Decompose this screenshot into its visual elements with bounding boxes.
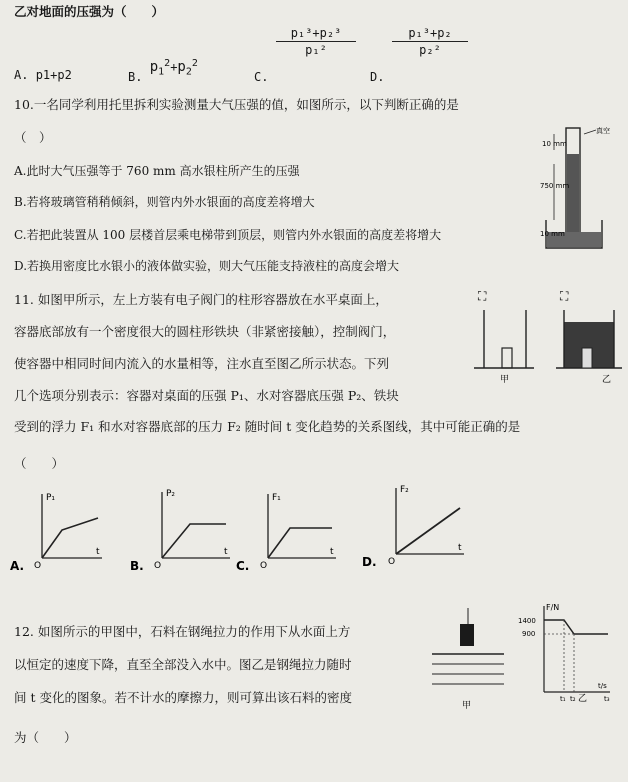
- valve-icon: ⛶: [478, 289, 487, 303]
- curve: [396, 508, 460, 554]
- q11-line-1: 11. 如图甲所示，左上方装有电子阀门的柱形容器放在水平桌面上，: [14, 292, 388, 307]
- svg-text:O: O: [34, 561, 42, 571]
- q10-answer-paren: （ ）: [14, 130, 52, 145]
- svg-text:P₂: P₂: [166, 489, 176, 499]
- svg-text:t₂: t₂: [570, 695, 576, 703]
- label-bottom: 10 mm: [540, 230, 565, 238]
- q12-line-2: 以恒定的速度下降，直至全部没入水中。图乙是钢绳拉力随时: [14, 657, 352, 672]
- fig-jia-label: 甲: [462, 701, 472, 711]
- q11-graph-b[interactable]: [130, 486, 240, 572]
- svg-text:t: t: [330, 547, 334, 557]
- q11-line-5: 受到的浮力 F₁ 和水对容器底部的压力 F₂ 随时间 t 变化趋势的关系图线，其中可能正确的是: [14, 419, 521, 434]
- q11-figure-yi: [556, 282, 622, 385]
- q9-option-d-fraction: p₁³+p₂ p₂²: [392, 26, 468, 57]
- curve: [42, 518, 98, 558]
- svg-text:P₁: P₁: [46, 493, 56, 503]
- q11-graph-c[interactable]: [236, 486, 346, 572]
- q10-option-b[interactable]: B.若将玻璃管稍稍倾斜，则管内外水银面的高度差将增大: [14, 195, 315, 209]
- q11-line-3: 使容器中相同时间内流入的水量相等，注水直至图乙所示状态。下列: [14, 356, 390, 371]
- q11-figure-jia: [474, 282, 534, 385]
- q10-option-c[interactable]: C.若把此装置从 100 层楼首层乘电梯带到顶层，则管内外水银面的高度差将增大: [14, 228, 442, 242]
- label-top: 10 mm: [542, 140, 567, 148]
- mercury-column: [567, 154, 579, 244]
- q9-option-c-fraction: p₁³+p₂³ p₁²: [276, 26, 356, 57]
- svg-text:F₂: F₂: [400, 485, 409, 495]
- q10-torricelli-figure: [540, 124, 620, 264]
- q11-line-2: 容器底部放有一个密度很大的圆柱形铁块（非紧密接触），控制阀门，: [14, 324, 396, 339]
- svg-text:900: 900: [522, 630, 536, 638]
- valve-icon: ⛶: [560, 289, 569, 303]
- q10-option-d[interactable]: D.若换用密度比水银小的液体做实验，则大气压能支持液柱的高度会增大: [14, 259, 400, 273]
- svg-text:t: t: [224, 547, 228, 557]
- q11-graph-d[interactable]: [360, 480, 470, 569]
- q10-stem: 10.一名同学利用托里拆利实验测量大气压强的值，如图所示，以下判断正确的是: [14, 97, 459, 112]
- svg-text:t₁: t₁: [560, 695, 566, 703]
- fig-yi-label: 乙: [602, 375, 612, 385]
- svg-text:A.: A.: [10, 559, 25, 573]
- q9-option-c-label[interactable]: C.: [254, 70, 269, 84]
- q9-option-b[interactable]: B. $p_1^2+p_2^2$: [128, 58, 198, 84]
- q12-line-1: 12. 如图所示的甲图中，石料在钢绳拉力的作用下从水面上方: [14, 624, 351, 639]
- svg-text:t: t: [96, 547, 100, 557]
- svg-text:F/N: F/N: [546, 603, 560, 612]
- q12-line-3: 间 t 变化的图象。若不计水的摩擦力，则可算出该石料的密度: [14, 690, 352, 705]
- svg-text:O: O: [260, 561, 268, 571]
- svg-text:O: O: [154, 561, 162, 571]
- stone-block: [460, 624, 474, 646]
- svg-text:t: t: [458, 543, 462, 553]
- q12-graph-yi: [514, 600, 614, 706]
- svg-text:B.: B.: [130, 559, 144, 573]
- curve: [162, 524, 226, 558]
- svg-text:t₃: t₃: [604, 695, 610, 703]
- q10-option-a[interactable]: A.此时大气压强等于 760 mm 高水银柱所产生的压强: [14, 164, 300, 178]
- q11-answer-paren: （ ）: [14, 456, 65, 471]
- svg-text:F₁: F₁: [272, 493, 281, 503]
- label-vacuum: 真空: [596, 127, 610, 135]
- svg-text:C.: C.: [236, 559, 250, 573]
- iron-block: [502, 348, 512, 368]
- curve: [268, 528, 332, 558]
- svg-text:t/s: t/s: [598, 682, 607, 690]
- q9-option-a[interactable]: A. p1+p2: [14, 68, 72, 82]
- q9-option-d-label[interactable]: D.: [370, 70, 385, 84]
- q9-stem-end: 乙对地面的压强为（ ）: [14, 4, 165, 19]
- q11-graph-a[interactable]: [6, 486, 106, 572]
- force-curve: [544, 620, 608, 634]
- svg-text:O: O: [388, 557, 396, 567]
- iron-block: [582, 348, 592, 368]
- svg-text:D.: D.: [362, 555, 377, 569]
- q11-line-4: 几个选项分别表示：容器对桌面的压强 P₁、水对容器底压强 P₂、铁块: [14, 388, 399, 403]
- q12-figure-jia: [430, 606, 506, 712]
- q12-line-4: 为（ ）: [14, 730, 77, 745]
- fig-jia-label: 甲: [500, 375, 510, 385]
- fig-yi-label: 乙: [578, 694, 588, 704]
- label-mid: 750 mm: [540, 182, 570, 190]
- svg-text:1400: 1400: [518, 617, 536, 625]
